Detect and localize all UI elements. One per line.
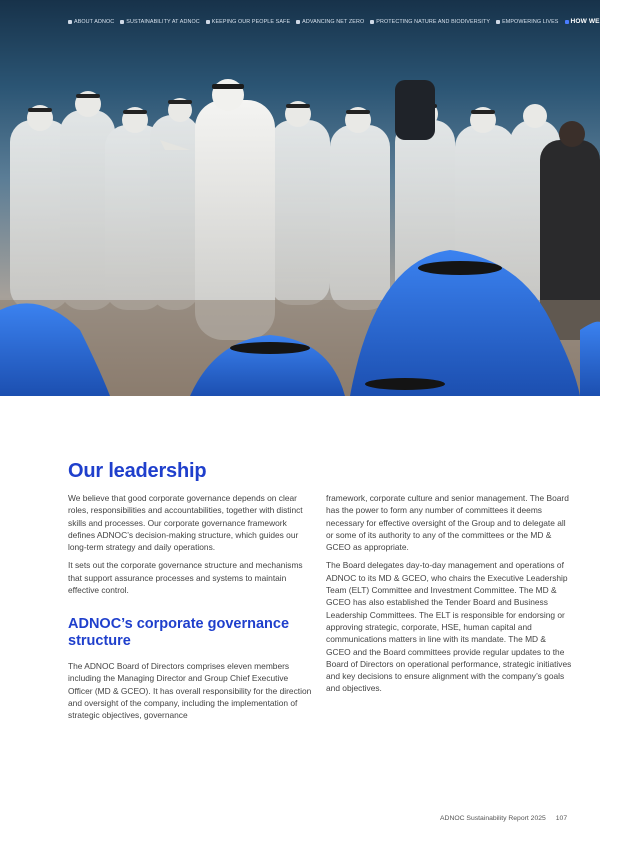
bullet-icon <box>565 20 569 24</box>
nav-item-nature[interactable] <box>370 19 490 25</box>
hero-photo <box>0 0 634 396</box>
bullet-icon <box>120 20 124 24</box>
nav-label: SUSTAINABILITY AT ADNOC <box>126 18 200 25</box>
nav-label: EMPOWERING LIVES <box>502 18 559 25</box>
nav-item-about[interactable] <box>68 19 114 25</box>
bullet-icon <box>206 20 210 24</box>
nav-label: ADVANCING NET ZERO <box>302 18 365 25</box>
nav-label-active: HOW WE OPERATE <box>570 18 634 25</box>
leadership-group-photo <box>0 0 600 396</box>
left-column-continued <box>68 660 314 727</box>
bullet-icon <box>496 20 500 24</box>
structure-paragraph: It sets out the corporate governance structure and mechanisms that support assurance processes and systems to maintain effective control. <box>68 560 303 596</box>
delegation-paragraph: The Board delegates day-to-day management and operations of ADNOC to its MD & GCEO, who chairs the Executive Leadership Team (ELT) Committee and Investment Committee. The MD & GCEO has also established the Tender Board and Business Leadership Committees. The ELT is responsible for endorsing or approving strategic, corporate, HSE, human capital and communications matters in line with its mandate. The MD & GCEO and the Board committees provide regular updates to the Board of Directors on operational performance, strategic initiatives and key decisions to ensure alignment with the company’s goals and objectives. <box>326 560 572 694</box>
nav-item-sustainability[interactable] <box>120 19 200 25</box>
bullet-icon <box>370 20 374 24</box>
bullet-icon <box>296 20 300 24</box>
page-title: Our leadership <box>68 460 207 482</box>
right-column <box>326 492 572 701</box>
bullet-icon <box>68 20 72 24</box>
nav-item-empowering[interactable] <box>496 19 558 25</box>
nav-label: KEEPING OUR PEOPLE SAFE <box>211 18 291 25</box>
nav-item-net-zero[interactable] <box>296 19 364 25</box>
section-navigation <box>68 18 634 25</box>
board-continued-paragraph: framework, corporate culture and senior management. The Board has the power to form any number of committees it deems necessary for effective oversight of the Group and to delegate all or some of its authority to any of the committees or the MD & GCEO as appropriate. <box>326 493 569 553</box>
nav-label: ABOUT ADNOC <box>74 18 115 25</box>
intro-paragraph: We believe that good corporate governance depends on clear roles, responsibilities and accountabilities, together with distinct skills and processes. Our corporate governance framework defines ADNOC’s decision-making structure, which guides our long-term strategy and daily operations. <box>68 493 303 553</box>
report-name: ADNOC Sustainability Report 2025 <box>440 815 546 822</box>
board-paragraph: The ADNOC Board of Directors comprises eleven members including the Managing Director and Group Chief Executive Officer (MD & GCEO). It has overall responsibility for the direction and oversight of the company, including the implementation of strategic objectives, governance <box>68 661 312 721</box>
section-heading: ADNOC’s corporate governance structure <box>68 616 290 649</box>
page-footer <box>440 815 567 822</box>
nav-item-how-we-operate[interactable] <box>565 18 634 25</box>
nav-label: PROTECTING NATURE AND BIODIVERSITY <box>376 18 491 25</box>
page-number: 107 <box>555 815 568 822</box>
nav-item-safety[interactable] <box>206 19 290 25</box>
left-column <box>68 492 314 602</box>
